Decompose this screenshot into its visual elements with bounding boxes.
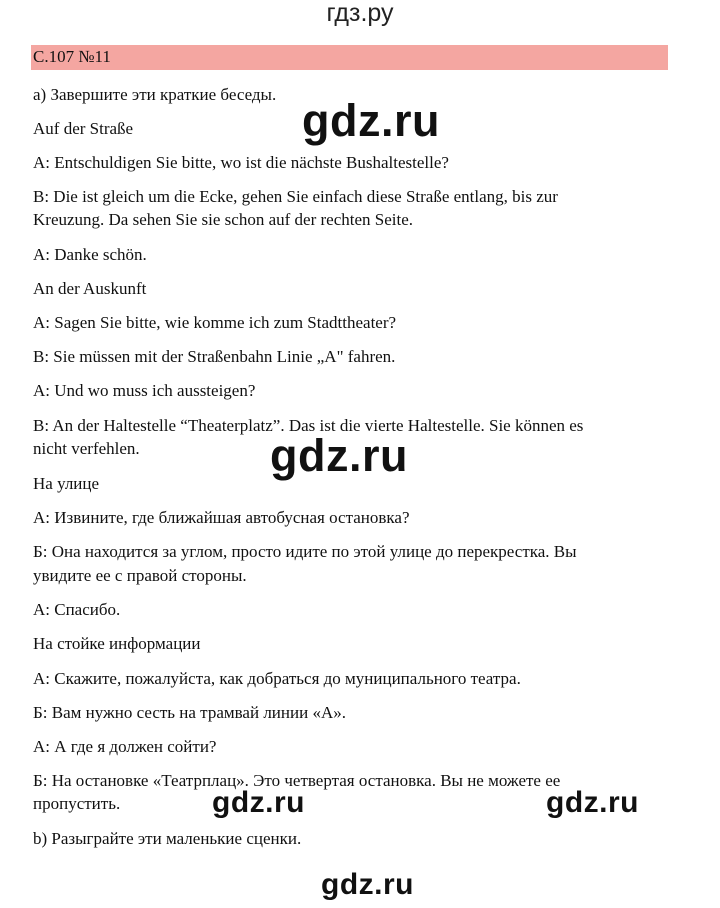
watermark: gdz.ru [321,868,414,901]
dialogue-line: A: Sagen Sie bitte, wie komme ich zum Stadttheater? [33,313,397,332]
dialogue-line: A: Und wo muss ich aussteigen? [33,381,256,400]
dialogue-heading-street-ru: На улице [33,474,100,493]
dialogue-line: увидите ее с правой стороны. [33,566,247,585]
dialogue-line: A: Danke schön. [33,245,147,264]
watermark: gdz.ru [546,786,639,819]
exercise-header [31,45,668,70]
dialogue-line: B: An der Haltestelle “Theaterplatz”. Das ist die vierte Haltestelle. Sie können es [33,416,584,435]
task-b-instruction: b) Разыграйте эти маленькие сценки. [33,829,302,848]
dialogue-line: пропустить. [33,794,121,813]
dialogue-heading-info-de: An der Auskunft [33,279,147,298]
watermark: gdz.ru [302,95,440,146]
watermark: gdz.ru [270,430,408,481]
dialogue-line: nicht verfehlen. [33,439,140,458]
exercise-number: С.107 №11 [33,47,111,66]
dialogue-line: Б: Она находится за углом, просто идите по этой улице до перекрестка. Вы [33,542,577,561]
dialogue-heading-street-de: Auf der Straße [33,119,134,138]
dialogue-line: B: Sie müssen mit der Straßenbahn Linie „A" fahren. [33,347,396,366]
dialogue-line: А: А где я должен сойти? [33,737,217,756]
watermark: gdz.ru [212,786,305,819]
task-a-instruction: а) Завершите эти краткие беседы. [33,85,277,104]
dialogue-line: А: Спасибо. [33,600,121,619]
dialogue-line: А: Извините, где ближайшая автобусная остановка? [33,508,410,527]
dialogue-heading-info-ru: На стойке информации [33,634,201,653]
dialogue-line: B: Die ist gleich um die Ecke, gehen Sie einfach diese Straße entlang, bis zur [33,187,558,206]
dialogue-line: Kreuzung. Da sehen Sie sie schon auf der rechten Seite. [33,210,414,229]
dialogue-line: A: Entschuldigen Sie bitte, wo ist die nächste Bushaltestelle? [33,153,449,172]
site-title: гдз.ру [326,0,394,27]
dialogue-line: Б: На остановке «Театрплац». Это четвертая остановка. Вы не можете ее [33,771,561,790]
dialogue-line: Б: Вам нужно сесть на трамвай линии «А». [33,703,346,722]
dialogue-line: А: Скажите, пожалуйста, как добраться до муниципального театра. [33,669,521,688]
